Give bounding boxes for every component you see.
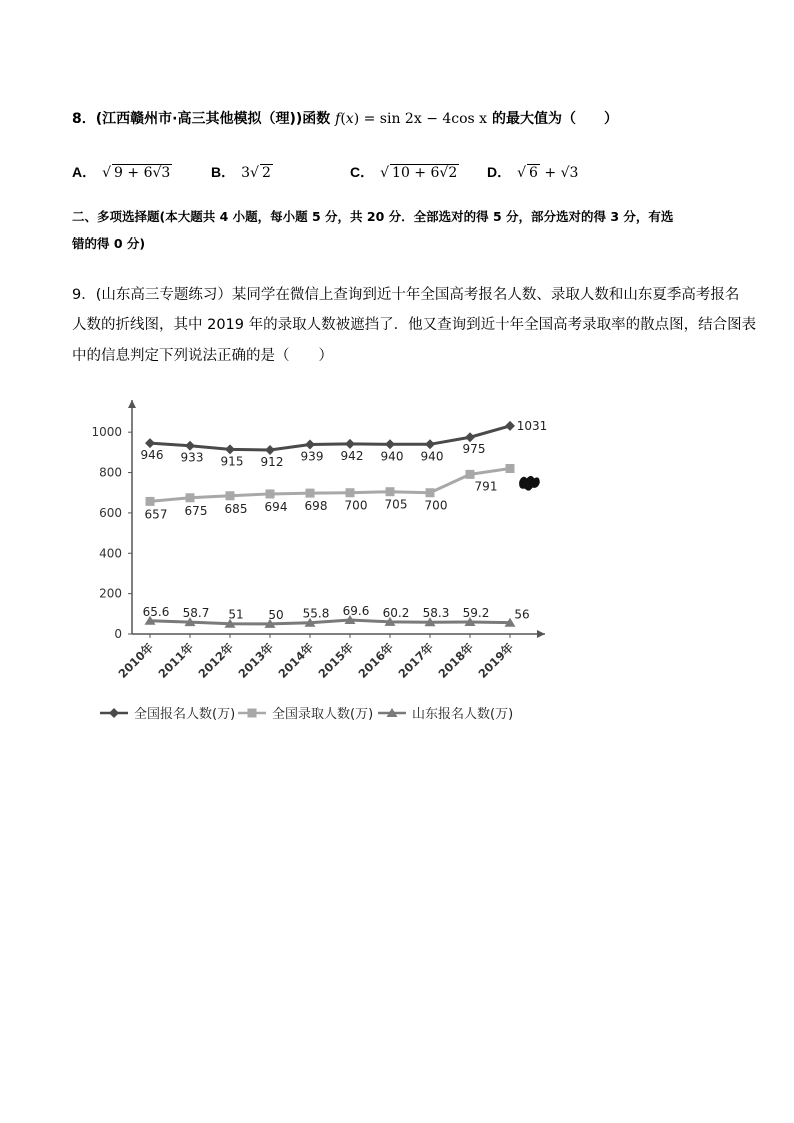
data-label: 939	[300, 449, 324, 464]
section2-line2: 错的得 0 分)	[72, 236, 146, 251]
data-label: 700	[424, 498, 448, 513]
x-tick-label: 2018年	[435, 640, 477, 681]
data-label: 915	[220, 454, 244, 469]
q8-func-name: f	[335, 111, 341, 127]
option-radicand: 10 + 6√2	[392, 165, 458, 181]
option-prefix: 3	[241, 165, 251, 181]
data-point	[306, 489, 315, 498]
data-point	[186, 493, 195, 502]
data-point	[265, 445, 275, 455]
legend-square-icon	[248, 709, 257, 718]
data-label: 975	[462, 442, 486, 457]
data-point	[345, 439, 355, 449]
data-point	[146, 497, 155, 506]
data-label: 700	[344, 498, 368, 513]
q8-func-arg: x	[345, 111, 354, 127]
q8-option-a[interactable]	[72, 162, 172, 182]
y-axis-arrow-icon	[128, 400, 136, 408]
series-line	[150, 469, 510, 502]
data-label: 69.6	[342, 603, 370, 618]
q8-option-c[interactable]	[350, 162, 459, 182]
data-point	[346, 488, 355, 497]
data-label: 694	[264, 499, 288, 514]
option-radicand: 6	[529, 165, 538, 181]
line-chart	[80, 390, 560, 735]
data-label: 657	[144, 507, 168, 522]
data-point	[505, 421, 515, 431]
q8-func-expr: = sin 2x − 4cos x	[363, 111, 488, 127]
data-label: 60.2	[382, 605, 410, 620]
q8-function: f(x) = sin 2x − 4cos x	[335, 111, 488, 127]
q8-source: (江西赣州市·高三其他模拟（理))	[95, 111, 303, 127]
data-point	[225, 444, 235, 454]
data-label: 705	[384, 497, 408, 512]
data-label: 942	[340, 448, 364, 463]
radical-icon: √	[380, 165, 390, 181]
data-label: 51	[228, 607, 244, 622]
data-point	[506, 464, 515, 473]
data-label: 698	[304, 499, 328, 514]
y-tick-label: 1000	[91, 425, 122, 440]
x-tick-label: 2012年	[195, 640, 237, 681]
legend-diamond-icon	[109, 708, 119, 718]
option-letter: D．	[487, 164, 512, 180]
data-label: 59.2	[462, 606, 490, 621]
x-tick-label: 2019年	[475, 640, 517, 681]
series-line	[150, 426, 510, 450]
data-point	[305, 439, 315, 449]
data-label: 55.8	[302, 606, 330, 621]
data-label: 940	[420, 449, 444, 464]
data-point	[266, 489, 275, 498]
option-radicand: 2	[261, 165, 271, 181]
y-tick-label: 0	[114, 627, 122, 641]
data-point	[425, 439, 435, 449]
data-label: 685	[224, 501, 248, 516]
data-label: 946	[140, 448, 164, 463]
x-axis-arrow-icon	[537, 630, 545, 638]
data-label: 940	[380, 449, 404, 464]
radical-icon: √	[517, 165, 527, 181]
option-suffix: + √3	[539, 165, 579, 181]
radical-icon: √	[250, 165, 259, 181]
q9-line3: 中的信息判定下列说法正确的是（ ）	[72, 348, 333, 364]
option-letter: C．	[350, 164, 375, 180]
x-tick-label: 2010年	[115, 640, 157, 681]
q8-number: 8．	[72, 111, 96, 127]
q9-line1: 9．(山东高三专题练习）某同学在微信上查询到近十年全国高考报名人数、录取人数和山东夏季高考报名	[72, 287, 740, 303]
data-label: 65.6	[142, 604, 170, 619]
option-letter: A．	[72, 164, 97, 180]
q8-suffix: 的最大值为（ ）	[491, 111, 618, 127]
data-point	[226, 491, 235, 500]
option-radicand: 9 + 6√3	[114, 165, 171, 181]
data-point	[386, 487, 395, 496]
data-point	[465, 432, 475, 442]
y-tick-label: 800	[99, 465, 122, 480]
q8-option-d[interactable]	[487, 162, 578, 182]
data-label: 58.3	[422, 606, 450, 621]
data-label: 791	[474, 479, 498, 494]
option-letter: B．	[211, 164, 236, 180]
y-tick-label: 400	[99, 546, 122, 561]
q8-prefix: 函数	[302, 111, 331, 127]
data-label: 58.7	[182, 606, 210, 621]
x-tick-label: 2013年	[235, 640, 277, 681]
x-tick-label: 2016年	[355, 640, 397, 681]
data-label: 933	[180, 450, 204, 465]
x-tick-label: 2015年	[315, 640, 357, 681]
data-label: 675	[184, 503, 208, 518]
data-point	[185, 441, 195, 451]
y-tick-label: 200	[99, 586, 122, 601]
data-point	[145, 438, 155, 448]
legend-label: 全国录取人数(万)	[272, 707, 374, 722]
section2-line1: 二、多项选择题(本大题共 4 小题，每小题 5 分，共 20 分．全部选对的得 5 分，部分选对的得 3 分，有选	[72, 209, 674, 224]
q8-line	[72, 108, 618, 128]
legend-label: 全国报名人数(万)	[134, 707, 236, 722]
q8-option-b[interactable]	[211, 162, 273, 182]
y-tick-label: 600	[99, 505, 122, 520]
data-label: 56	[514, 607, 530, 622]
data-label: 1031	[516, 418, 548, 433]
q9-line2: 人数的折线图，其中 2019 年的录取人数被遮挡了．他又查询到近十年全国高考录取率的散点图，结合图表	[72, 317, 757, 333]
data-point	[385, 439, 395, 449]
data-label: 912	[260, 454, 284, 469]
x-tick-label: 2011年	[155, 640, 197, 681]
data-point	[426, 488, 435, 497]
radical-icon: √	[102, 165, 112, 181]
x-tick-label: 2017年	[395, 640, 437, 681]
x-tick-label: 2014年	[275, 640, 317, 681]
occlusion-scribble-icon	[520, 477, 539, 490]
data-point	[466, 470, 475, 479]
data-label: 50	[268, 607, 284, 622]
legend-label: 山东报名人数(万)	[412, 707, 514, 722]
series-line	[150, 620, 510, 624]
